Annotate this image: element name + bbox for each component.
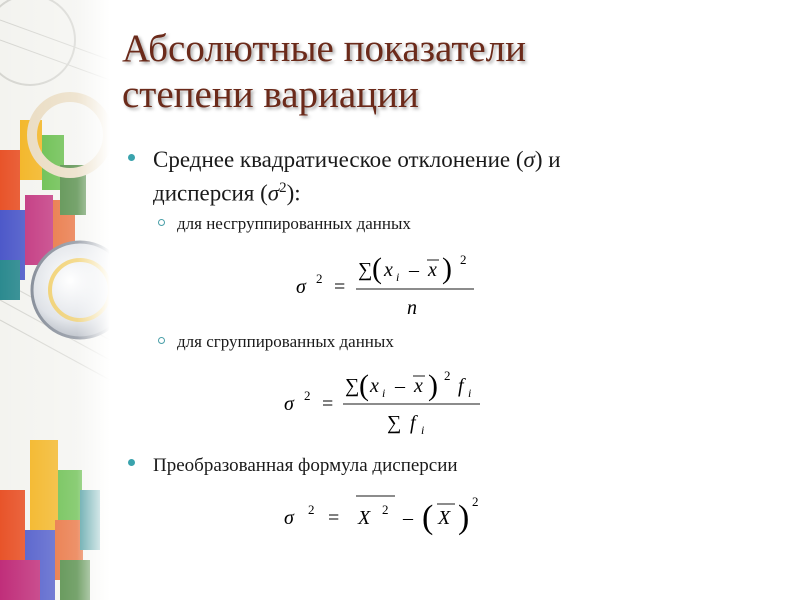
f2-sum: ∑ [345, 375, 360, 397]
title-line-2: степени вариации [122, 73, 419, 116]
f3-Xbar: X [438, 507, 451, 529]
f2-sigma: σ [284, 393, 294, 415]
f1-minus: – [409, 259, 419, 281]
bullet-text-1c: дисперсия ( [153, 180, 268, 206]
f2-fi: i [468, 386, 472, 400]
title-line-1: Абсолютные показатели [122, 27, 527, 70]
superscript-2: 2 [279, 180, 287, 196]
f1-sup2: 2 [316, 271, 323, 286]
f1-equals: = [334, 276, 346, 298]
f1-xbar: x [428, 259, 437, 281]
sub-bullet-ring-2 [158, 337, 165, 344]
f2-equals: = [322, 393, 334, 415]
f2-sum-den: ∑ [387, 412, 402, 434]
f1-lparen: ( [372, 252, 382, 285]
f3-sup2x: 2 [382, 502, 389, 517]
bullet-dot-2 [128, 459, 135, 466]
f2-f: f [458, 375, 464, 397]
formula-transformed-variance [282, 492, 482, 542]
formula-ungrouped-variance [292, 248, 482, 320]
bullet-dot [128, 154, 135, 161]
f3-sigma: σ [284, 507, 294, 529]
sigma-symbol-2: σ [267, 180, 280, 206]
f3-minus: – [403, 507, 413, 529]
bullet-text-1b: ) и [534, 147, 561, 172]
f1-n: n [407, 297, 417, 319]
f3-sup2: 2 [308, 502, 315, 517]
f2-minus: – [395, 375, 405, 397]
sigma-symbol: σ [523, 147, 535, 172]
f2-x: x [370, 375, 379, 397]
sub-bullet-ring [158, 219, 165, 226]
f2-rparen: ) [428, 369, 438, 402]
decorative-chart-strip [0, 0, 110, 600]
f1-sum: ∑ [358, 259, 373, 281]
f1-x: x [384, 259, 393, 281]
f2-i-den: i [421, 423, 425, 437]
f2-i: i [382, 386, 386, 400]
f2-f-den: f [410, 412, 416, 434]
f2-sup2b: 2 [444, 368, 451, 383]
sub-bullet-ungrouped-text: для несгруппированных данных [177, 214, 411, 233]
f2-lparen: ( [359, 369, 369, 402]
f3-rparen: ) [458, 499, 470, 536]
slide-title [122, 26, 772, 118]
f3-sup2c: 2 [472, 494, 479, 509]
formula-grouped-variance [282, 366, 487, 440]
bullet-text-1d: ): [286, 180, 301, 206]
f3-X: X [358, 507, 371, 529]
f3-lparen: ( [422, 499, 434, 536]
f3-equals: = [328, 507, 340, 529]
f2-sup2: 2 [304, 388, 311, 403]
bullet-text-1a: Среднее квадратическое отклонение ( [153, 147, 524, 172]
sub-bullet-grouped-text: для сгруппированных данных [177, 332, 394, 351]
bullet-transformed-text: Преобразованная формула дисперсии [153, 455, 458, 476]
f1-rparen: ) [442, 252, 452, 285]
f1-sigma: σ [296, 276, 306, 298]
f1-i: i [396, 270, 400, 284]
f2-xbar: x [414, 375, 423, 397]
f1-sup2b: 2 [460, 252, 467, 267]
